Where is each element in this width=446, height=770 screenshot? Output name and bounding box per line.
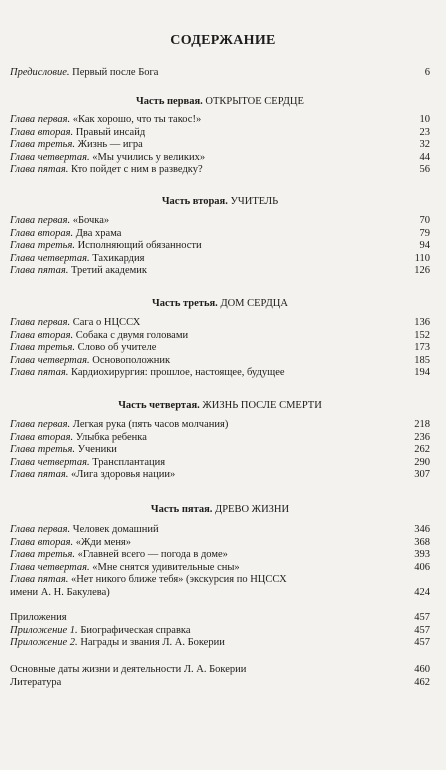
page-number: 136	[414, 317, 430, 328]
page-number: 457	[414, 612, 430, 623]
entry-text: Приложения	[10, 612, 67, 623]
entry-text: Литература	[10, 677, 62, 688]
entry-text: Первый после Бога	[69, 67, 159, 78]
entry-label: Глава первая.	[10, 215, 71, 226]
entry-label: Глава третья.	[10, 444, 75, 455]
page-number: 110	[414, 252, 430, 264]
page-number: 79	[419, 227, 430, 239]
toc-entry	[10, 537, 430, 550]
toc-entry	[10, 228, 430, 241]
entry-label: Глава первая.	[10, 317, 71, 328]
entry-label: Глава вторая.	[10, 329, 74, 341]
entry-label: Приложение 1.	[10, 624, 78, 636]
toc-entry	[10, 444, 430, 457]
entry-text: Трансплантация	[89, 456, 166, 468]
entry-text: Ученики	[74, 444, 117, 455]
page-number: 194	[414, 367, 430, 378]
entry-label: Глава третья.	[10, 139, 75, 150]
entry-label: Глава четвертая.	[10, 252, 90, 264]
page-number: 393	[414, 549, 430, 560]
page-number: 307	[414, 469, 430, 480]
toc-entry	[10, 367, 430, 380]
page-number: 56	[419, 164, 430, 175]
entry-label: Глава четвертая.	[10, 354, 90, 366]
page-number: 462	[414, 677, 430, 688]
toc-entry	[10, 240, 430, 253]
entry-label: Глава третья.	[10, 240, 75, 251]
entry-text: Основные даты жизни и деятельности Л. А. Бокерии	[10, 664, 247, 675]
entry-text: Сага о НЦССХ	[70, 317, 141, 328]
entry-label: Глава четвертая.	[10, 151, 90, 163]
part-name: ЖИЗНЬ ПОСЛЕ СМЕРТИ	[199, 400, 322, 411]
part-lead: Часть первая.	[136, 96, 203, 107]
entry-text: Награды и звания Л. А. Бокерии	[77, 637, 225, 648]
page-number: 406	[414, 561, 430, 573]
toc-entry	[10, 265, 430, 278]
toc-entry-appendix	[10, 637, 430, 650]
entry-label: Глава пятая.	[10, 367, 69, 378]
part-name: ОТКРЫТОЕ СЕРДЦЕ	[202, 96, 304, 107]
part-lead: Часть вторая.	[161, 196, 228, 207]
page-number: 218	[414, 419, 430, 430]
toc-entry	[10, 152, 430, 165]
toc-entry	[10, 127, 430, 140]
entry-text: Человек домашний	[70, 524, 159, 535]
page-number: 94	[419, 240, 430, 251]
toc-entry	[10, 342, 430, 355]
entry-text: Кардиохирургия: прошлое, настоящее, будущее	[68, 367, 285, 378]
toc-entry	[10, 215, 430, 228]
entry-text: Собака с двумя головами	[73, 329, 189, 341]
entry-label: Приложение 2.	[10, 637, 78, 648]
entry-label: Глава пятая.	[10, 265, 69, 276]
toc-entry	[10, 253, 430, 266]
entry-label: Глава пятая.	[10, 164, 69, 175]
page-number: 32	[419, 139, 430, 150]
entry-text: «Мы учились у великих»	[89, 151, 206, 163]
entry-text: «Нет никого ближе тебя» (экскурсия по НЦССХ	[68, 574, 287, 585]
toc-entry	[10, 164, 430, 177]
part-name: ДРЕВО ЖИЗНИ	[212, 504, 290, 515]
entry-label: Глава вторая.	[10, 536, 74, 548]
page-number: 457	[414, 637, 430, 648]
entry-label: Глава первая.	[10, 114, 71, 125]
toc-entry	[10, 330, 430, 343]
toc-entry	[10, 549, 430, 562]
entry-label: Глава вторая.	[10, 227, 74, 239]
part-lead: Часть четвертая.	[118, 400, 200, 411]
entry-label: Глава вторая.	[10, 431, 74, 443]
part-name: ДОМ СЕРДЦА	[217, 298, 288, 309]
entry-text: Легкая рука (пять часов молчания)	[70, 419, 229, 430]
part-heading	[10, 95, 430, 108]
toc-entry-preface	[10, 67, 430, 80]
toc-entry	[10, 355, 430, 368]
page-number: 70	[419, 215, 430, 226]
entry-label: Предисловие.	[10, 67, 70, 78]
page-number: 346	[414, 524, 430, 535]
page-number: 236	[414, 431, 430, 443]
entry-text: «Как хорошо, что ты такос!»	[70, 114, 202, 125]
entry-text: «Жди меня»	[73, 536, 132, 548]
toc-entry	[10, 524, 430, 537]
page-number: 185	[414, 354, 430, 366]
page-title: СОДЕРЖАНИЕ	[170, 33, 276, 48]
entry-label: Глава первая.	[10, 419, 71, 430]
entry-label: Глава третья.	[10, 549, 75, 560]
part-heading	[10, 195, 430, 208]
toc-entry	[10, 114, 430, 127]
entry-text: Третий академик	[68, 265, 147, 276]
entry-text: Правый инсайд	[73, 126, 146, 138]
part-heading	[10, 503, 430, 516]
entry-label: Глава третья.	[10, 342, 75, 353]
part-lead: Часть пятая.	[150, 504, 213, 515]
toc-entry-dates	[10, 664, 430, 677]
toc-entry	[10, 469, 430, 482]
page-number: 290	[414, 456, 430, 468]
toc-entry	[10, 317, 430, 330]
toc-entry-literature	[10, 677, 430, 690]
entry-text: Два храма	[73, 227, 122, 239]
entry-text: Кто пойдет с ним в разведку?	[68, 164, 203, 175]
part-heading	[10, 399, 430, 412]
entry-text: Жизнь — игра	[74, 139, 143, 150]
page-number: 457	[414, 624, 430, 636]
page-number: 173	[414, 342, 430, 353]
entry-text: Улыбка ребенка	[73, 431, 147, 443]
entry-text: Тахикардия	[89, 252, 145, 264]
entry-label: Глава пятая.	[10, 574, 69, 585]
entry-text: Биографическая справка	[77, 624, 191, 636]
page-number: 126	[414, 265, 430, 276]
part-lead: Часть третья.	[152, 298, 218, 309]
entry-text-block	[10, 574, 390, 599]
entry-text: «Бочка»	[70, 215, 110, 226]
toc-entry	[10, 457, 430, 470]
page-number: 23	[419, 126, 430, 138]
entry-text: Основоположник	[89, 354, 171, 366]
toc-entry-appendix	[10, 625, 430, 638]
toc-entry	[10, 432, 430, 445]
toc-entry	[10, 562, 430, 575]
page-number: 368	[414, 536, 430, 548]
page-number: 10	[419, 114, 430, 125]
page-number: 262	[414, 444, 430, 455]
entry-label: Глава вторая.	[10, 126, 74, 138]
toc-entry	[10, 419, 430, 432]
entry-text: «Лига здоровья нации»	[68, 469, 176, 480]
part-name: УЧИТЕЛЬ	[227, 196, 279, 207]
toc-entry-appendix	[10, 612, 430, 625]
entry-label: Глава четвертая.	[10, 456, 90, 468]
entry-text-continued: имени А. Н. Бакулева)	[10, 586, 110, 598]
part-heading	[10, 297, 430, 310]
entry-label: Глава первая.	[10, 524, 71, 535]
entry-text: Слово об учителе	[74, 342, 157, 353]
page-number: 6	[424, 67, 430, 78]
page-number: 44	[419, 151, 430, 163]
page-number: 460	[414, 664, 430, 675]
entry-text: «Мне снятся удивительные сны»	[89, 561, 240, 573]
entry-text: «Главней всего — погода в доме»	[74, 549, 228, 560]
page-number: 152	[414, 329, 430, 341]
entry-label: Глава четвертая.	[10, 561, 90, 573]
page-number: 424	[414, 586, 430, 598]
entry-label: Глава пятая.	[10, 469, 69, 480]
toc-entry	[10, 574, 430, 599]
entry-text: Исполняющий обязанности	[74, 240, 202, 251]
toc-entry	[10, 139, 430, 152]
